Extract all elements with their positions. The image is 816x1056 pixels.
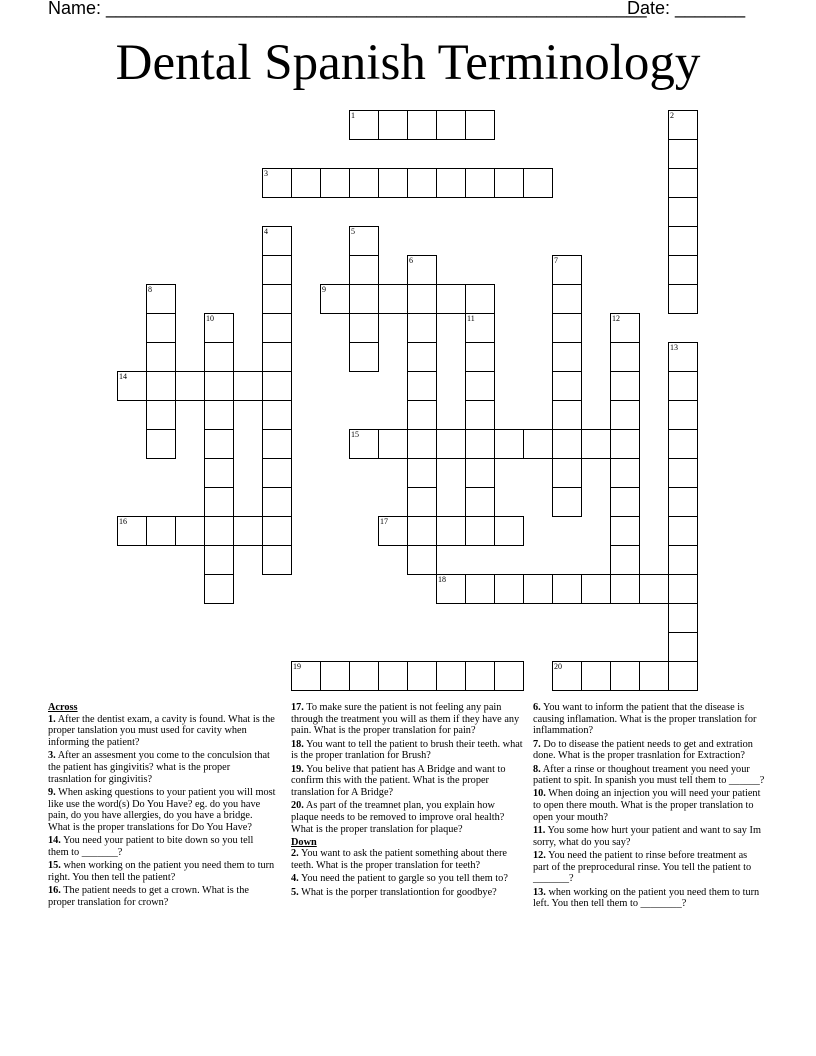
crossword-cell[interactable] [668, 284, 698, 314]
crossword-cell[interactable] [407, 313, 437, 343]
crossword-cell[interactable] [610, 661, 640, 691]
clue-number: 16 [119, 517, 127, 526]
crossword-cell[interactable] [175, 371, 205, 401]
crossword-cell[interactable] [117, 516, 147, 546]
crossword-cell[interactable] [552, 371, 582, 401]
clue-down-4: 4. You need the patient to gargle so you tell them to? [291, 873, 508, 885]
crossword-cell[interactable] [436, 574, 466, 604]
crossword-cell[interactable] [436, 284, 466, 314]
clue-number: 5 [351, 227, 355, 236]
crossword-cell[interactable] [262, 226, 292, 256]
crossword-cell[interactable] [465, 110, 495, 140]
crossword-cell[interactable] [146, 284, 176, 314]
crossword-cell[interactable] [262, 371, 292, 401]
crossword-cell[interactable] [320, 168, 350, 198]
crossword-cell[interactable] [610, 429, 640, 459]
crossword-cell[interactable] [378, 516, 408, 546]
crossword-cell[interactable] [668, 603, 698, 633]
crossword-cell[interactable] [581, 574, 611, 604]
crossword-cell[interactable] [378, 661, 408, 691]
crossword-cell[interactable] [349, 661, 379, 691]
crossword-cell[interactable] [407, 516, 437, 546]
crossword-cell[interactable] [407, 400, 437, 430]
crossword-cell[interactable] [407, 429, 437, 459]
clue-down-7: 7. Do to disease the patient needs to get and extration done. What is the proper trasnlation for Extraction? [533, 738, 753, 762]
crossword-cell[interactable] [146, 429, 176, 459]
crossword-cell[interactable] [552, 429, 582, 459]
clues-column-3 [533, 702, 765, 911]
crossword-cell[interactable] [465, 458, 495, 488]
crossword-cell[interactable] [465, 661, 495, 691]
crossword-cell[interactable] [639, 574, 669, 604]
crossword-cell[interactable] [175, 516, 205, 546]
crossword-cell[interactable] [349, 429, 379, 459]
clue-across-19: 19. You belive that patient has A Bridge and want to confirm this with the patient. What is the proper translation for A Bridge? [291, 763, 506, 798]
crossword-cell[interactable] [668, 255, 698, 285]
crossword-cell[interactable] [407, 371, 437, 401]
crossword-cell[interactable] [233, 516, 263, 546]
crossword-cell[interactable] [494, 574, 524, 604]
crossword-cell[interactable] [349, 255, 379, 285]
crossword-cell[interactable] [494, 516, 524, 546]
crossword-cell[interactable] [262, 313, 292, 343]
crossword-cell[interactable] [668, 429, 698, 459]
clue-number: 7 [554, 256, 558, 265]
clues-column-1 [48, 702, 276, 910]
crossword-cell[interactable] [262, 284, 292, 314]
crossword-cell[interactable] [204, 400, 234, 430]
clue-number: 6 [409, 256, 413, 265]
crossword-cell[interactable] [146, 400, 176, 430]
clue-number: 10 [206, 314, 214, 323]
crossword-cell[interactable] [523, 168, 553, 198]
crossword-cell[interactable] [407, 342, 437, 372]
crossword-cell[interactable] [407, 110, 437, 140]
crossword-cell[interactable] [378, 429, 408, 459]
crossword-cell[interactable] [668, 197, 698, 227]
crossword-cell[interactable] [465, 284, 495, 314]
clue-number: 8 [148, 285, 152, 294]
crossword-cell[interactable] [465, 313, 495, 343]
clue-down-11: 11. You some how hurt your patient and want to say Im sorry, what do you say? [533, 825, 761, 848]
crossword-cell[interactable] [320, 661, 350, 691]
crossword-cell[interactable] [668, 110, 698, 140]
clue-down-8: 8. After a rinse or thoughout treament you need your patient to spit. In spanish you must tell them to ______? [533, 763, 765, 787]
clues-column-2 [291, 702, 524, 900]
crossword-cell[interactable] [262, 255, 292, 285]
crossword-cell[interactable] [407, 458, 437, 488]
clue-down-10: 10. When doing an injection you will need your patient to open there mouth. What is the proper translation to open your mouth? [533, 788, 761, 823]
crossword-cell[interactable] [204, 342, 234, 372]
clue-number: 12 [612, 314, 620, 323]
crossword-cell[interactable] [465, 487, 495, 517]
crossword-cell[interactable] [407, 284, 437, 314]
crossword-cell[interactable] [668, 400, 698, 430]
crossword-cell[interactable] [407, 487, 437, 517]
crossword-cell[interactable] [465, 342, 495, 372]
crossword-cell[interactable] [668, 574, 698, 604]
crossword-cell[interactable] [233, 371, 263, 401]
clue-number: 1 [351, 111, 355, 120]
crossword-cell[interactable] [668, 545, 698, 575]
crossword-cell[interactable] [436, 110, 466, 140]
clue-down-5: 5. What is the porper translationtion for goodbye? [291, 886, 497, 898]
crossword-cell[interactable] [668, 168, 698, 198]
clue-number: 3 [264, 169, 268, 178]
crossword-cell[interactable] [146, 516, 176, 546]
crossword-cell[interactable] [465, 429, 495, 459]
crossword-cell[interactable] [320, 284, 350, 314]
crossword-cell[interactable] [465, 516, 495, 546]
crossword-cell[interactable] [262, 429, 292, 459]
crossword-cell[interactable] [349, 168, 379, 198]
clue-across-15: 15. when working on the patient you need them to turn right. You then tell the patient? [48, 860, 275, 883]
crossword-cell[interactable] [204, 545, 234, 575]
crossword-cell[interactable] [436, 429, 466, 459]
crossword-cell[interactable] [262, 545, 292, 575]
crossword-cell[interactable] [262, 342, 292, 372]
crossword-cell[interactable] [610, 516, 640, 546]
clue-number: 14 [119, 372, 127, 381]
crossword-cell[interactable] [262, 487, 292, 517]
crossword-cell[interactable] [436, 168, 466, 198]
clue-down-2: 2. You want to ask the patient something about there teeth. What is the proper translation for teeth? [291, 848, 507, 872]
crossword-cell[interactable] [552, 574, 582, 604]
clue-number: 19 [293, 662, 301, 671]
crossword-cell[interactable] [668, 632, 698, 662]
page-title: Dental Spanish Terminology [115, 35, 701, 91]
crossword-cell[interactable] [668, 226, 698, 256]
clue-number: 9 [322, 285, 326, 294]
clue-across-18: 18. You want to tell the patient to brush their teeth. what is the proper tranlation for Brush? [291, 738, 523, 762]
crossword-cell[interactable] [581, 661, 611, 691]
clue-across-9: 9. When asking questions to your patient you will most like use the word(s) Do You Have? eg. do you have pain, do you have allergies, do you have a bridge. What is the proper translations for Do You Have? [48, 786, 276, 834]
crossword-cell[interactable] [146, 313, 176, 343]
crossword-cell[interactable] [204, 487, 234, 517]
crossword-cell[interactable] [349, 342, 379, 372]
crossword-cell[interactable] [262, 400, 292, 430]
crossword-cell[interactable] [378, 110, 408, 140]
crossword-cell[interactable] [204, 516, 234, 546]
clue-across-17: 17. To make sure the patient is not feeling any pain through the treatment you will as them if they have any pain. What is the proper translation for pain? [291, 702, 520, 737]
clue-across-14: 14. You need your patient to bite down so you tell them to _______? [48, 835, 254, 858]
crossword-cell[interactable] [465, 168, 495, 198]
crossword-cell[interactable] [639, 661, 669, 691]
clue-across-16: 16. The patient needs to get a crown. What is the proper translation for crown? [48, 885, 249, 908]
crossword-cell[interactable] [668, 139, 698, 169]
crossword-cell[interactable] [668, 516, 698, 546]
crossword-cell[interactable] [552, 458, 582, 488]
crossword-cell[interactable] [552, 284, 582, 314]
clue-down-12: 12. You need the patient to rinse before treatment as part of the preprocedural rinse. You tell the patient to _______? [533, 849, 752, 885]
crossword-cell[interactable] [610, 458, 640, 488]
clue-down-6: 6. You want to inform the patient that the disease is causing inflamation. What is the proper translation for inflammation? [533, 702, 757, 737]
clue-number: 20 [554, 662, 562, 671]
crossword-cell[interactable] [262, 516, 292, 546]
crossword-cell[interactable] [204, 429, 234, 459]
crossword-cell[interactable] [668, 458, 698, 488]
crossword-cell[interactable] [349, 110, 379, 140]
clue-number: 4 [264, 227, 268, 236]
across-heading: Across [48, 702, 78, 713]
crossword-cell[interactable] [349, 284, 379, 314]
crossword-cell[interactable] [407, 661, 437, 691]
crossword-cell[interactable] [552, 255, 582, 285]
crossword-cell[interactable] [407, 545, 437, 575]
date-field-label: Date: _______ [627, 0, 746, 18]
crossword-cell[interactable] [117, 371, 147, 401]
clue-number: 17 [380, 517, 388, 526]
clue-number: 18 [438, 575, 446, 584]
clue-across-3: 3. After an assesment you come to the conculsion that the patient has gingivitis? what is the proper trasnlation for gingivitis? [48, 750, 270, 785]
crossword-cell[interactable] [581, 429, 611, 459]
crossword-cell[interactable] [146, 342, 176, 372]
crossword-cell[interactable] [494, 429, 524, 459]
clue-number: 11 [467, 314, 475, 323]
crossword-cell[interactable] [204, 458, 234, 488]
crossword-cell[interactable] [291, 168, 321, 198]
crossword-cell[interactable] [204, 574, 234, 604]
down-heading: Down [291, 836, 317, 848]
crossword-cell[interactable] [610, 313, 640, 343]
crossword-cell[interactable] [262, 168, 292, 198]
crossword-cell[interactable] [465, 400, 495, 430]
crossword-cell[interactable] [378, 168, 408, 198]
crossword-cell[interactable] [610, 400, 640, 430]
crossword-cell[interactable] [291, 661, 321, 691]
clue-down-13: 13. when working on the patient you need them to turn left. You then tell them to ________? [533, 886, 760, 910]
clue-across-1: 1. After the dentist exam, a cavity is found. What is the proper tanslation you must used for cavity when informing the patient? [48, 713, 275, 749]
crossword-cell[interactable] [610, 487, 640, 517]
clue-number: 13 [670, 343, 678, 352]
crossword-cell[interactable] [407, 168, 437, 198]
crossword-cell[interactable] [465, 371, 495, 401]
crossword-cell[interactable] [668, 661, 698, 691]
crossword-cell[interactable] [204, 313, 234, 343]
crossword-cell[interactable] [494, 168, 524, 198]
crossword-cell[interactable] [552, 661, 582, 691]
crossword-cell[interactable] [378, 284, 408, 314]
crossword-cell[interactable] [610, 371, 640, 401]
name-field-label: Name: ______________________________________________________ [48, 0, 647, 18]
crossword-cell[interactable] [262, 458, 292, 488]
clue-across-20: 20. As part of the treamnet plan, you explain how plaque needs to be removed to improve oral health? What is the proper translation for plaque? [291, 800, 505, 835]
crossword-cell[interactable] [552, 313, 582, 343]
crossword-cell[interactable] [552, 342, 582, 372]
crossword-cell[interactable] [204, 371, 234, 401]
crossword-cell[interactable] [610, 342, 640, 372]
crossword-cell[interactable] [146, 371, 176, 401]
crossword-cell[interactable] [349, 313, 379, 343]
crossword-cell[interactable] [668, 342, 698, 372]
crossword-cell[interactable] [552, 487, 582, 517]
clue-number: 2 [670, 111, 674, 120]
crossword-cell[interactable] [494, 661, 524, 691]
crossword-cell[interactable] [610, 545, 640, 575]
crossword-cell[interactable] [407, 255, 437, 285]
crossword-cell[interactable] [436, 661, 466, 691]
crossword-cell[interactable] [668, 371, 698, 401]
crossword-cell[interactable] [465, 574, 495, 604]
crossword-cell[interactable] [436, 516, 466, 546]
clue-number: 15 [351, 430, 359, 439]
crossword-cell[interactable] [552, 400, 582, 430]
crossword-cell[interactable] [610, 574, 640, 604]
crossword-cell[interactable] [349, 226, 379, 256]
crossword-cell[interactable] [668, 487, 698, 517]
crossword-cell[interactable] [523, 574, 553, 604]
crossword-cell[interactable] [523, 429, 553, 459]
